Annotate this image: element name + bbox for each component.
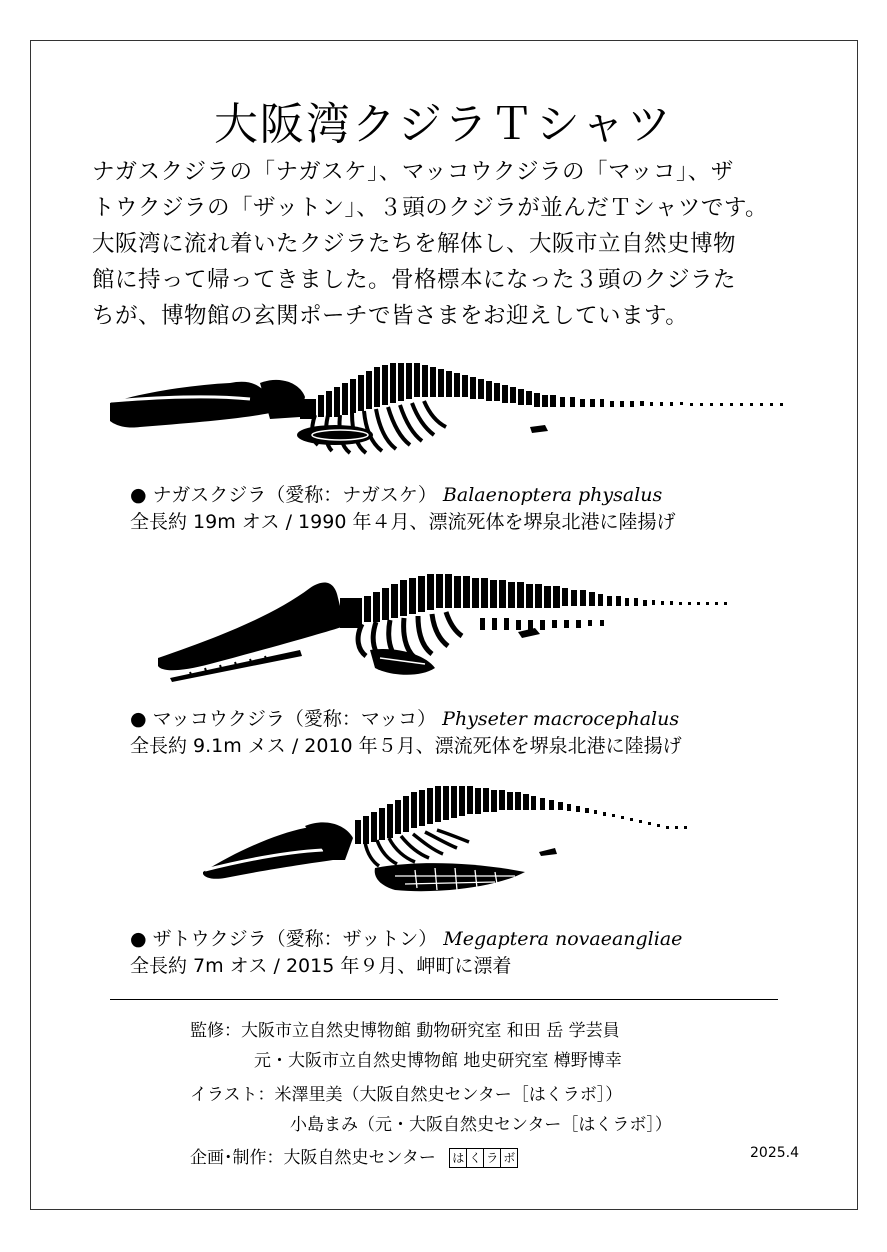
fin-whale-name: ● ナガスクジラ（愛称：ナガスケ） — [130, 484, 437, 506]
intro-line: 大阪湾に流れ着いたクジラたちを解体し、大阪市立自然史博物 — [92, 231, 737, 257]
humpback-whale-name-row — [130, 926, 830, 953]
logo-char: は — [450, 1149, 467, 1167]
logo-char: ラ — [484, 1149, 501, 1167]
sperm-whale-name-row — [130, 706, 830, 733]
hakulabo-logo — [449, 1148, 518, 1168]
logo-char: く — [467, 1149, 484, 1167]
sperm-whale-skeleton-illustration — [150, 568, 750, 693]
sperm-whale-name: ● マッコウクジラ（愛称：マッコ） — [130, 708, 437, 730]
sperm-whale-detail: 全長約 9.1m メス / 2010 年５月、漂流死体を堺泉北港に陸揚げ — [130, 735, 682, 757]
fin-whale-skeleton-illustration — [100, 355, 800, 465]
credit-production: 企画･制作：大阪自然史センター — [190, 1148, 436, 1168]
humpback-whale-scientific-name: Megaptera novaeangliae — [443, 928, 683, 950]
sperm-whale-scientific-name: Physeter macrocephalus — [442, 708, 680, 730]
humpback-whale-info — [130, 926, 830, 980]
logo-char: ボ — [503, 1151, 516, 1165]
credit-illustration-1: イラスト：米澤里美（大阪自然史センター［はくラボ］） — [190, 1085, 623, 1105]
credit-supervision-2: 元・大阪市立自然史博物館 地史研究室 樽野博幸 — [254, 1051, 622, 1071]
section-divider — [110, 999, 778, 1000]
intro-line: ちが、博物館の玄関ポーチで皆さまをお迎えしています。 — [92, 303, 689, 329]
fin-whale-name-row — [130, 482, 830, 509]
page-title: 大阪湾クジラＴシャツ — [213, 99, 674, 150]
humpback-whale-detail: 全長約 7m オス / 2015 年９月、岬町に漂着 — [130, 955, 512, 977]
intro-line: トウクジラの「ザットン」、３頭のクジラが並んだＴシャツです。 — [92, 195, 769, 221]
credit-production-row — [190, 1143, 518, 1168]
intro-paragraph — [92, 154, 812, 334]
issue-date: 2025.4 — [750, 1145, 799, 1161]
intro-line: ナガスクジラの「ナガスケ」、マッコウクジラの「マッコ」、ザ — [92, 159, 734, 185]
fin-whale-scientific-name: Balaenoptera physalus — [442, 484, 663, 506]
sperm-whale-info — [130, 706, 830, 760]
credit-supervision-1: 監修：大阪市立自然史博物館 動物研究室 和田 岳 学芸員 — [190, 1021, 620, 1041]
fin-whale-info — [130, 482, 830, 536]
fin-whale-detail: 全長約 19m オス / 1990 年４月、漂流死体を堺泉北港に陸揚げ — [130, 511, 676, 533]
humpback-whale-name: ● ザトウクジラ（愛称：ザットン） — [130, 928, 438, 950]
humpback-whale-skeleton-illustration — [195, 780, 695, 905]
credit-illustration-2: 小島まみ（元・大阪自然史センター［はくラボ］） — [290, 1115, 672, 1135]
intro-line: 館に持って帰ってきました。骨格標本になった３頭のクジラた — [92, 267, 737, 293]
